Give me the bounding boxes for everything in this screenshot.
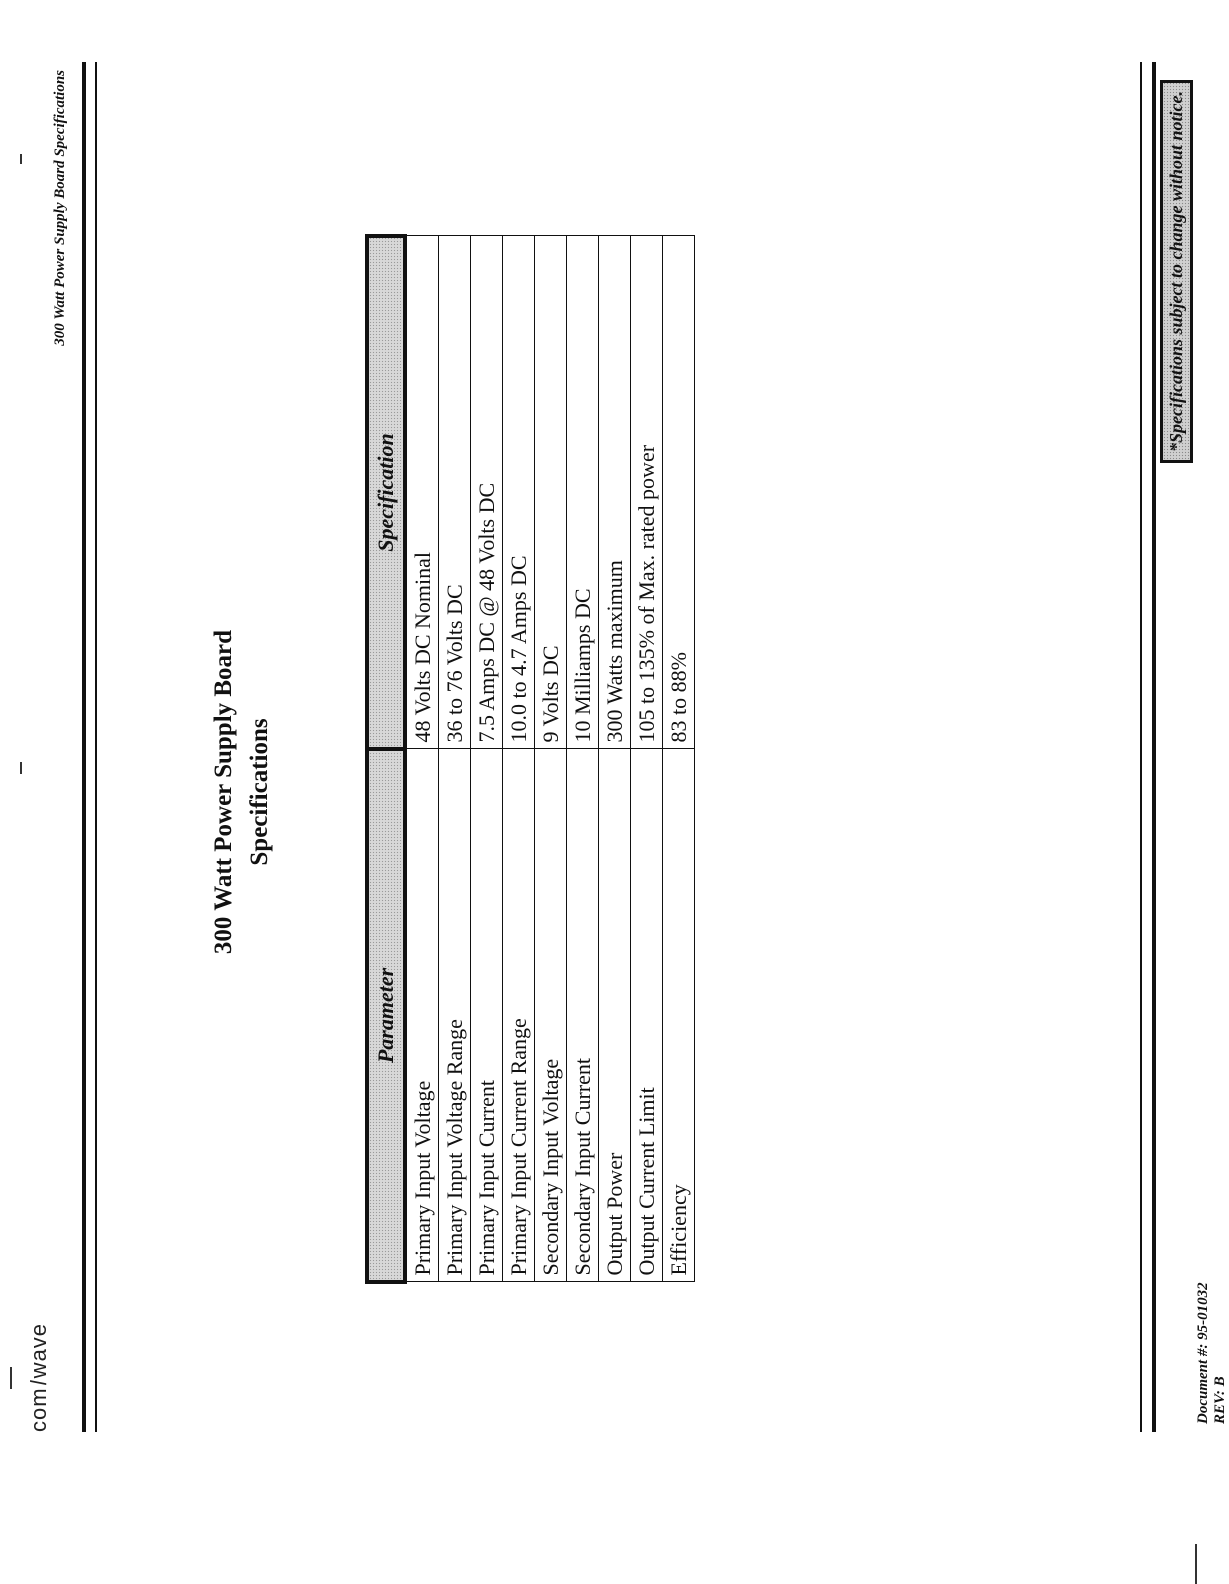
page-title: 300 Watt Power Supply Board xyxy=(210,629,237,955)
header-document-title: 300 Watt Power Supply Board Specifications xyxy=(52,70,68,346)
table-row xyxy=(535,236,567,1282)
table-row xyxy=(503,236,535,1282)
logo-text-left: com xyxy=(26,1387,51,1432)
specification-cell: 10.0 to 4.7 Amps DC xyxy=(503,236,535,749)
specification-cell: 36 to 76 Volts DC xyxy=(439,236,471,749)
parameter-cell: Primary Input Voltage xyxy=(405,749,439,1282)
table-row xyxy=(471,236,503,1282)
header-rule-thin xyxy=(95,62,97,1432)
scan-mark xyxy=(20,762,22,774)
document-number: Document #: 95-01032 xyxy=(1195,1282,1211,1424)
page-subtitle: Specifications xyxy=(246,718,273,866)
parameter-cell: Primary Input Current Range xyxy=(503,749,535,1282)
table-header-row xyxy=(367,236,405,1282)
parameter-cell: Primary Input Current xyxy=(471,749,503,1282)
table-row xyxy=(663,236,695,1282)
specification-cell: 48 Volts DC Nominal xyxy=(405,236,439,749)
scan-mark xyxy=(10,1367,12,1389)
footer-rule-thin xyxy=(1140,62,1142,1432)
specification-cell: 7.5 Amps DC @ 48 Volts DC xyxy=(471,236,503,749)
parameter-cell: Output Power xyxy=(599,749,631,1282)
comwave-logo xyxy=(26,1323,52,1432)
logo-text-right: wave xyxy=(26,1322,51,1379)
scan-mark xyxy=(1195,1544,1197,1584)
header-rule-thick xyxy=(82,62,86,1432)
document-revision: REV: B xyxy=(1212,1376,1228,1424)
specifications-notice: *Specifications subject to change without notice. xyxy=(1160,80,1193,463)
parameter-cell: Secondary Input Current xyxy=(567,749,599,1282)
specification-cell: 300 Watts maximum xyxy=(599,236,631,749)
specification-cell: 9 Volts DC xyxy=(535,236,567,749)
scan-mark xyxy=(20,154,22,164)
table-row xyxy=(405,236,439,1282)
column-header-parameter: Parameter xyxy=(367,749,405,1282)
parameter-cell: Output Current Limit xyxy=(631,749,663,1282)
specification-cell: 83 to 88% xyxy=(663,236,695,749)
footer-rule-thick xyxy=(1152,62,1156,1432)
table-row xyxy=(631,236,663,1282)
specification-cell: 105 to 135% of Max. rated power xyxy=(631,236,663,749)
logo-slash: \ xyxy=(26,1373,51,1393)
table-row xyxy=(439,236,471,1282)
specification-cell: 10 Milliamps DC xyxy=(567,236,599,749)
parameter-cell: Efficiency xyxy=(663,749,695,1282)
specifications-table xyxy=(365,234,695,1284)
table-row xyxy=(599,236,631,1282)
table-row xyxy=(567,236,599,1282)
parameter-cell: Primary Input Voltage Range xyxy=(439,749,471,1282)
column-header-specification: Specification xyxy=(367,236,405,749)
parameter-cell: Secondary Input Voltage xyxy=(535,749,567,1282)
